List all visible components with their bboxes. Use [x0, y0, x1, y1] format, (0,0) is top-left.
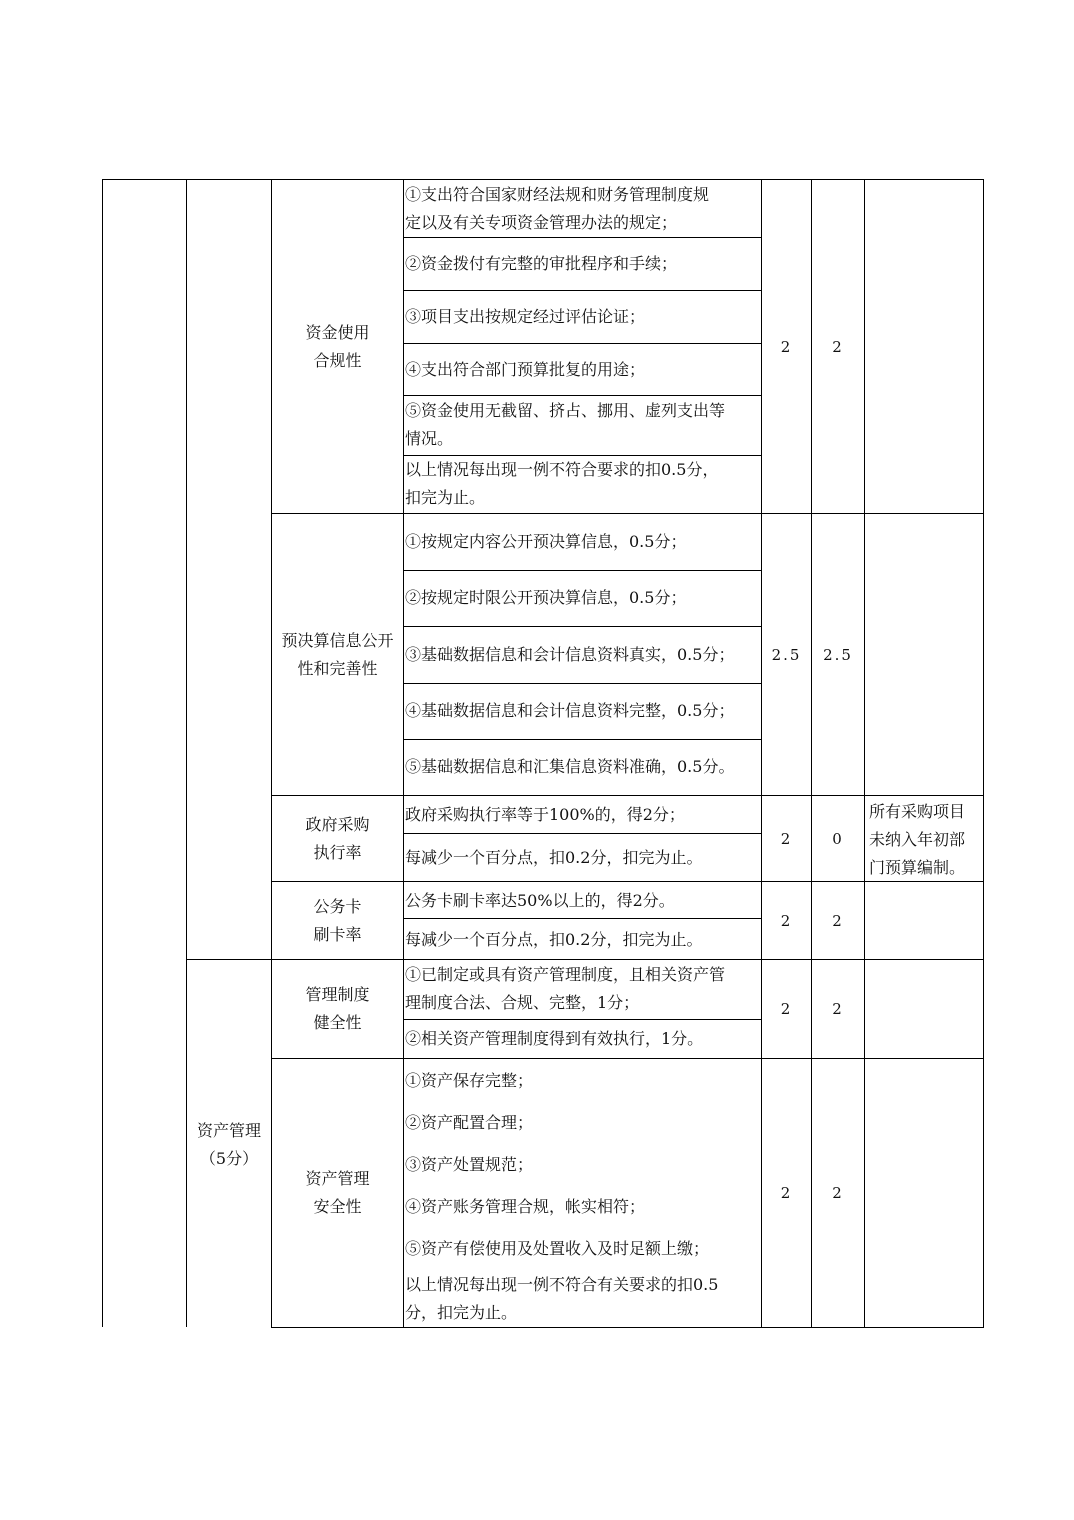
- full-score-cell: 2: [780, 1000, 793, 1018]
- criteria-text: 政府采购执行率等于100%的，得2分；: [405, 805, 685, 824]
- criteria-divider: [403, 237, 762, 238]
- category-cell: [187, 1115, 271, 1175]
- criteria-text: 以上情况每出现一例不符合有关要求的扣0.5: [405, 1275, 719, 1294]
- note-text: 所有采购项目: [869, 802, 966, 821]
- indicator-label: 执行率: [313, 842, 362, 862]
- indicator-label: 公务卡: [313, 896, 362, 916]
- column-divider: [864, 179, 865, 1328]
- criteria-text: ⑤资金使用无截留、挤占、挪用、虚列支出等: [405, 401, 726, 420]
- note-text: 未纳入年初部: [869, 830, 966, 849]
- indicator-cell: [272, 796, 403, 881]
- criteria-divider: [403, 739, 762, 740]
- criteria-text: ④资产账务管理合规，帐实相符；: [405, 1197, 646, 1216]
- criteria-text: ②按规定时限公开预决算信息，0.5分；: [405, 588, 687, 607]
- table-border-bottom: [271, 1327, 984, 1328]
- score-cell: 0: [832, 829, 844, 848]
- indicator-label: 健全性: [313, 1013, 362, 1032]
- indicator-cell: [272, 514, 403, 795]
- criteria-text: 情况。: [405, 429, 454, 448]
- criteria-text: 扣完为止。: [405, 488, 486, 507]
- criteria-text: ⑤基础数据信息和汇集信息资料准确，0.5分。: [405, 757, 735, 776]
- criteria-divider: [403, 1019, 762, 1020]
- indicator-label: 刷卡率: [313, 924, 362, 944]
- criteria-text: ⑤资产有偿使用及处置收入及时足额上缴；: [405, 1239, 710, 1258]
- criteria-text: ②相关资产管理制度得到有效执行，1分。: [405, 1029, 704, 1048]
- criteria-text: 分，扣完为止。: [405, 1303, 518, 1322]
- indicator-label: 政府采购: [305, 814, 370, 834]
- criteria-text: 理制度合法、合规、完整，1分；: [405, 993, 640, 1012]
- criteria-divider: [403, 626, 762, 627]
- score-cell: 2: [832, 1000, 844, 1018]
- criteria-text: ①已制定或具有资产管理制度，且相关资产管: [405, 965, 726, 984]
- criteria-text: 每减少一个百分点，扣0.2分，扣完为止。: [405, 848, 703, 867]
- criteria-text: 每减少一个百分点，扣0.2分，扣完为止。: [405, 930, 703, 949]
- indicator-cell: [272, 180, 403, 513]
- indicator-cell: [272, 882, 403, 959]
- criteria-divider: [403, 570, 762, 571]
- indicator-label: 安全性: [313, 1197, 362, 1216]
- category-points: （5分）: [199, 1149, 259, 1168]
- score-cell: 2: [832, 911, 844, 930]
- indicator-cell: [272, 960, 403, 1058]
- criteria-text: 公务卡刷卡率达50%以上的，得2分。: [405, 891, 675, 910]
- full-score-cell: 2: [780, 1184, 793, 1202]
- full-score-cell: 2.5: [771, 645, 802, 664]
- criteria-divider: [403, 290, 762, 291]
- score-cell: 2: [832, 337, 844, 356]
- criteria-divider: [403, 395, 762, 396]
- criteria-text: 定以及有关专项资金管理办法的规定；: [405, 213, 678, 232]
- indicator-label: 合规性: [313, 350, 362, 370]
- criteria-text: 以上情况每出现一例不符合要求的扣0.5分，: [405, 460, 719, 479]
- indicator-label: 管理制度: [305, 985, 370, 1004]
- indicator-cell: [272, 1059, 403, 1327]
- table-border-right: [983, 179, 984, 1328]
- table-border-left: [102, 179, 103, 1327]
- criteria-divider: [403, 683, 762, 684]
- full-score-cell: 2: [780, 829, 793, 848]
- indicator-label: 性和完善性: [297, 658, 378, 678]
- score-cell: 2.5: [823, 645, 853, 664]
- criteria-text: ①资产保存完整；: [405, 1071, 534, 1090]
- note-text: 门预算编制。: [869, 858, 966, 877]
- category-label: 资产管理: [196, 1121, 261, 1140]
- score-cell: 2: [832, 1184, 844, 1202]
- criteria-text: ①支出符合国家财经法规和财务管理制度规: [405, 185, 710, 204]
- criteria-text: ④基础数据信息和会计信息资料完整，0.5分；: [405, 701, 735, 720]
- full-score-cell: 2: [780, 911, 793, 930]
- criteria-text: ②资产配置合理；: [405, 1113, 534, 1132]
- criteria-text: ③项目支出按规定经过评估论证；: [405, 307, 646, 326]
- criteria-divider: [403, 833, 762, 834]
- full-score-cell: 2: [780, 337, 793, 356]
- criteria-divider: [403, 918, 762, 919]
- indicator-label: 预决算信息公开: [281, 630, 394, 650]
- indicator-label: 资金使用: [305, 322, 370, 342]
- criteria-text: ①按规定内容公开预决算信息，0.5分；: [405, 532, 687, 551]
- column-divider: [403, 179, 404, 1328]
- criteria-text: ④支出符合部门预算批复的用途；: [405, 360, 646, 379]
- indicator-label: 资产管理: [305, 1169, 370, 1188]
- criteria-text: ③基础数据信息和会计信息资料真实，0.5分；: [405, 645, 735, 664]
- criteria-divider: [403, 343, 762, 344]
- criteria-text: ③资产处置规范；: [405, 1155, 534, 1174]
- criteria-text: ②资金拨付有完整的审批程序和手续；: [405, 254, 678, 273]
